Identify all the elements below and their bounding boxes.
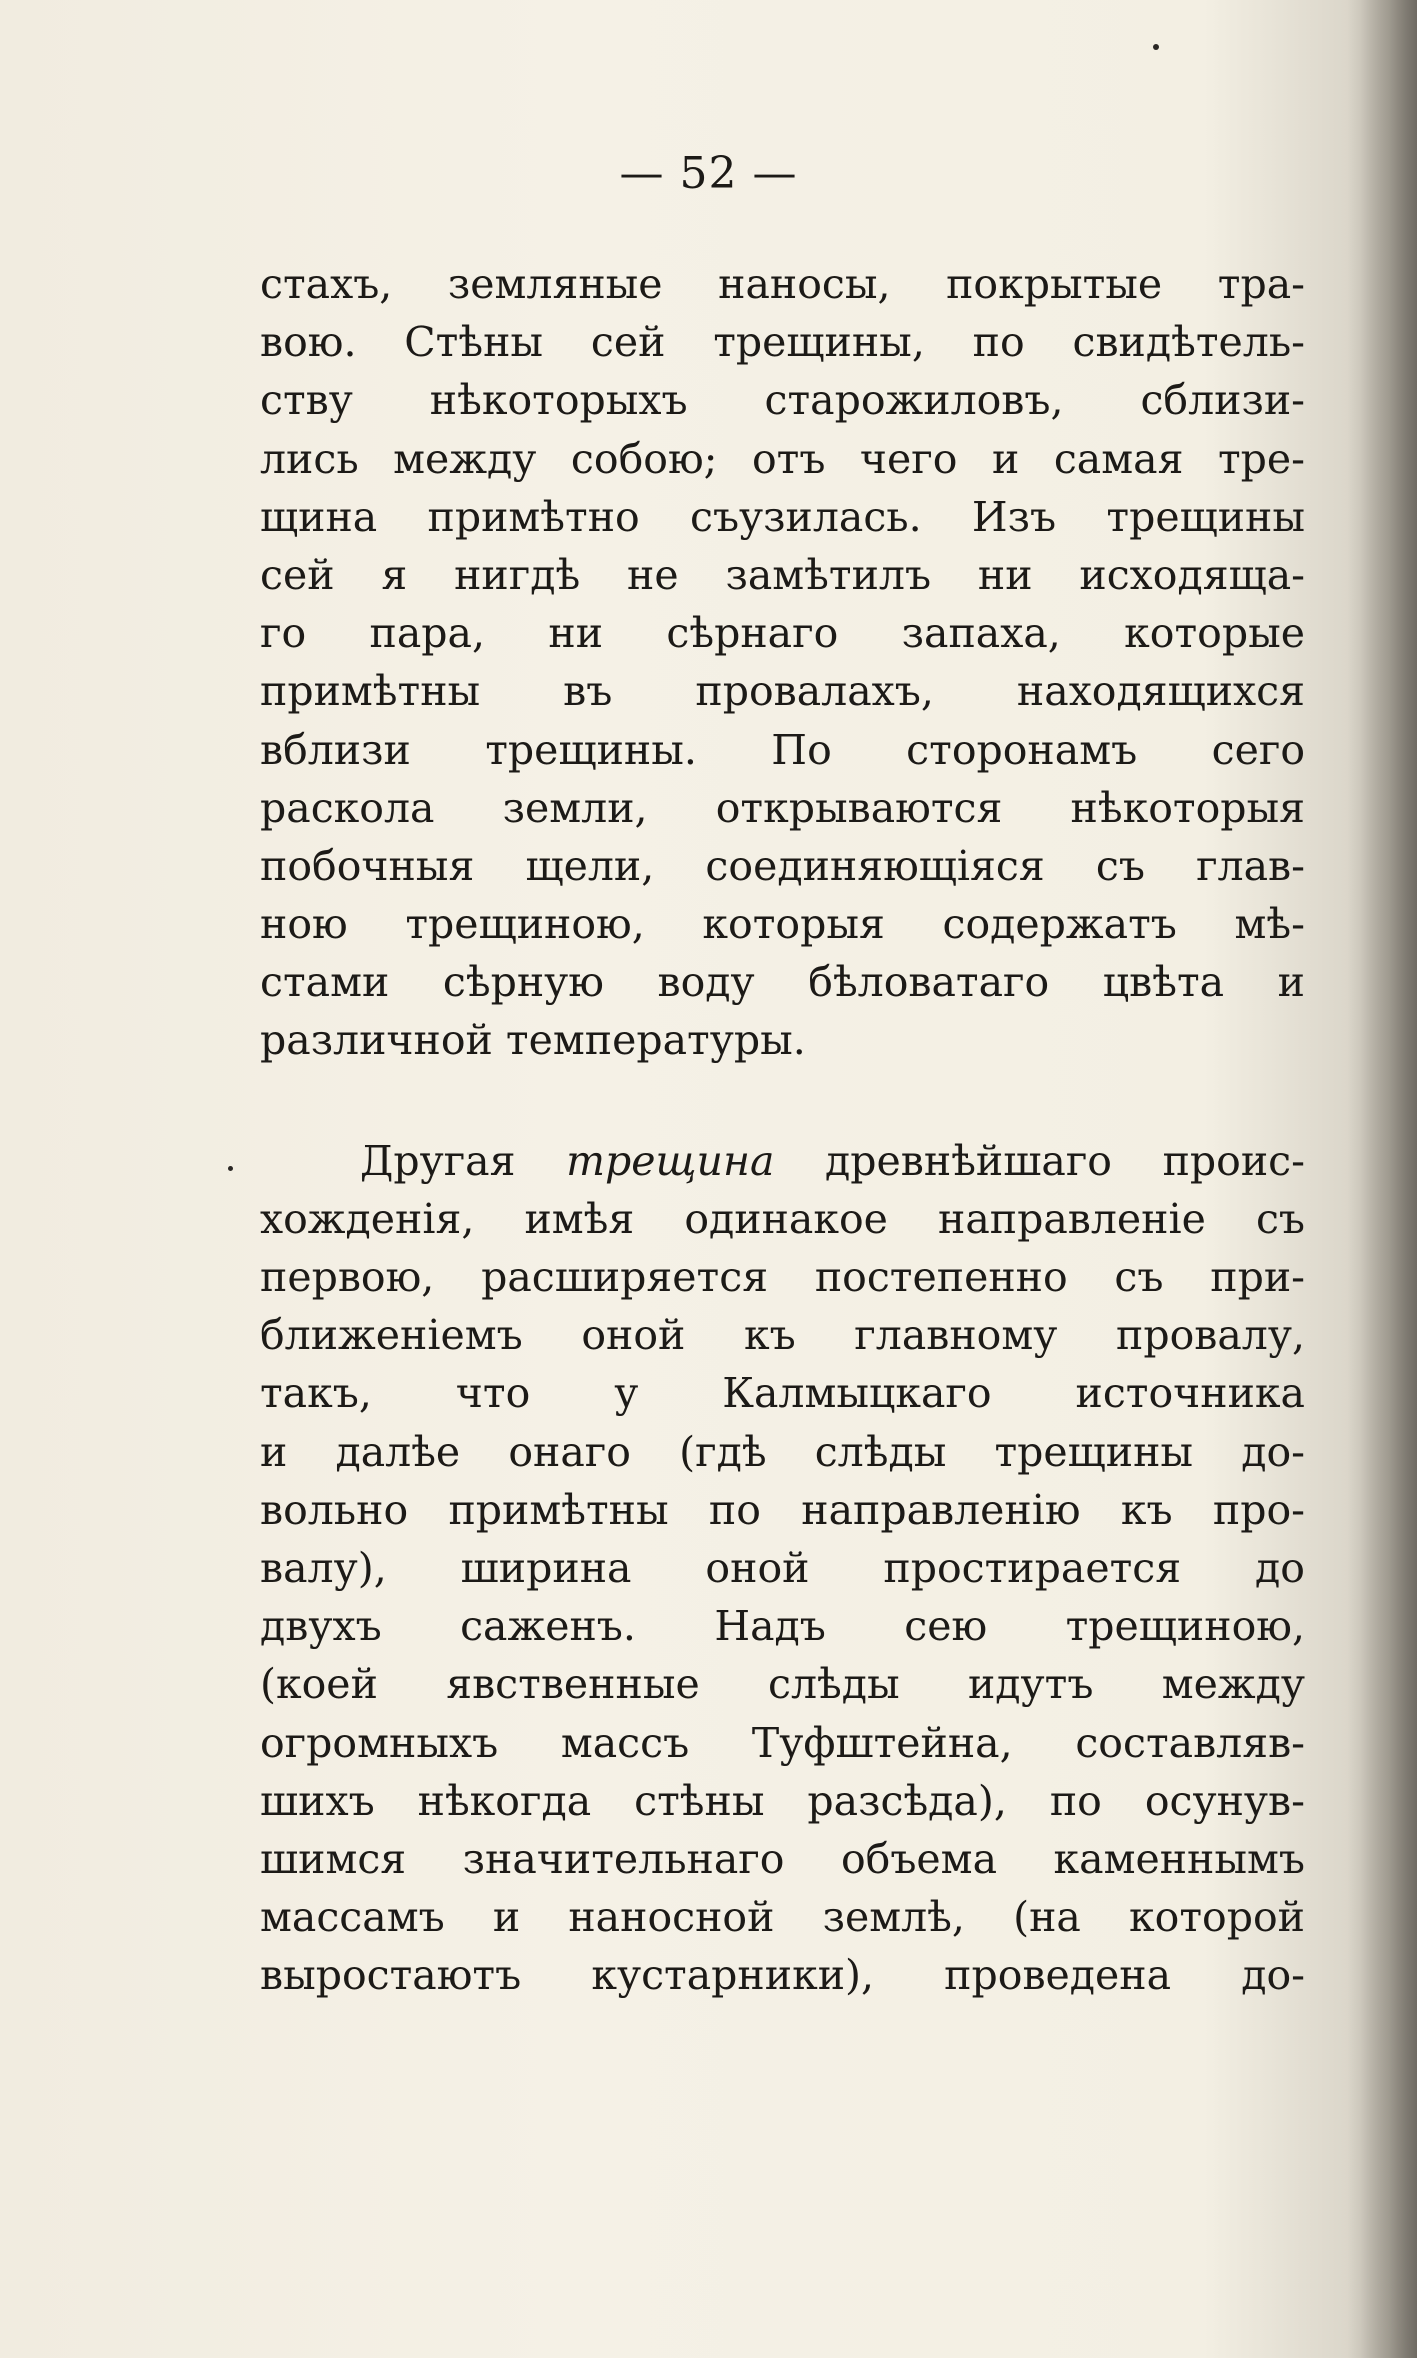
text-line: раскола земли, открываются нѣкоторыя bbox=[260, 783, 1305, 832]
text-line: щина примѣтно съузилась. Изъ трещины bbox=[260, 492, 1305, 541]
text-line: го пара, ни сѣрнаго запаха, которые bbox=[260, 609, 1305, 658]
text-line: различной температуры. bbox=[260, 1016, 806, 1065]
page-number: — 52 — bbox=[619, 148, 798, 199]
text-line: шимся значительнаго объема каменнымъ bbox=[260, 1834, 1305, 1883]
text-line: и далѣе онаго (гдѣ слѣды трещины до- bbox=[260, 1427, 1305, 1476]
text-line: хожденія, имѣя одинакое направленіе съ bbox=[260, 1194, 1305, 1243]
text-line-first bbox=[260, 1132, 1305, 1190]
text-line: ству нѣкоторыхъ старожиловъ, сблизи- bbox=[260, 376, 1305, 425]
text-line: сей я нигдѣ не замѣтилъ ни исходяща- bbox=[260, 550, 1305, 599]
text-line: (коей явственные слѣды идутъ между bbox=[260, 1660, 1305, 1709]
body-text bbox=[260, 255, 1305, 2004]
text-line: ною трещиною, которыя содержатъ мѣ- bbox=[260, 900, 1305, 949]
text-line: стахъ, земляные наносы, покрытые тра- bbox=[260, 260, 1305, 308]
text-line: стами сѣрную воду бѣловатаго цвѣта и bbox=[260, 958, 1305, 1007]
text-line: примѣтны въ провалахъ, находящихся bbox=[260, 667, 1305, 716]
text-line: вблизи трещины. По сторонамъ сего bbox=[260, 725, 1305, 774]
ink-speck bbox=[228, 1166, 233, 1171]
paragraph-gap bbox=[260, 1070, 1305, 1132]
paragraph-2 bbox=[260, 1132, 1305, 2005]
text-line: вольно примѣтны по направленію къ про- bbox=[260, 1485, 1305, 1534]
page-edge-shadow bbox=[1347, 0, 1417, 2358]
text-line: первою, расширяется постепенно съ при- bbox=[260, 1253, 1305, 1301]
text-line: двухъ саженъ. Надъ сею трещиною, bbox=[260, 1602, 1305, 1651]
paragraph-1 bbox=[260, 255, 1305, 1070]
text-line: побочныя щели, соединяющіяся съ глав- bbox=[260, 841, 1305, 890]
ink-speck bbox=[1153, 44, 1159, 50]
text-line: шихъ нѣкогда стѣны разсѣда), по осунув- bbox=[260, 1776, 1305, 1825]
text-line: ближеніемъ оной къ главному провалу, bbox=[260, 1311, 1305, 1360]
text-line: лись между собою; отъ чего и самая тре- bbox=[260, 434, 1305, 483]
text-span: древнѣйшаго проис- bbox=[774, 1136, 1305, 1185]
text-line: огромныхъ массъ Туфштейна, составляв- bbox=[260, 1718, 1305, 1767]
italic-term: трещина bbox=[566, 1136, 775, 1185]
text-line: такъ, что у Калмыцкаго источника bbox=[260, 1369, 1305, 1418]
text-line: вою. Стѣны сей трещины, по свидѣтель- bbox=[260, 318, 1305, 367]
text-line: валу), ширина оной простирается до bbox=[260, 1543, 1305, 1592]
text-span: Другая bbox=[360, 1136, 567, 1185]
text-line: массамъ и наносной землѣ, (на которой bbox=[260, 1893, 1305, 1942]
text-line: выростаютъ кустарники), проведена до- bbox=[260, 1951, 1305, 2000]
